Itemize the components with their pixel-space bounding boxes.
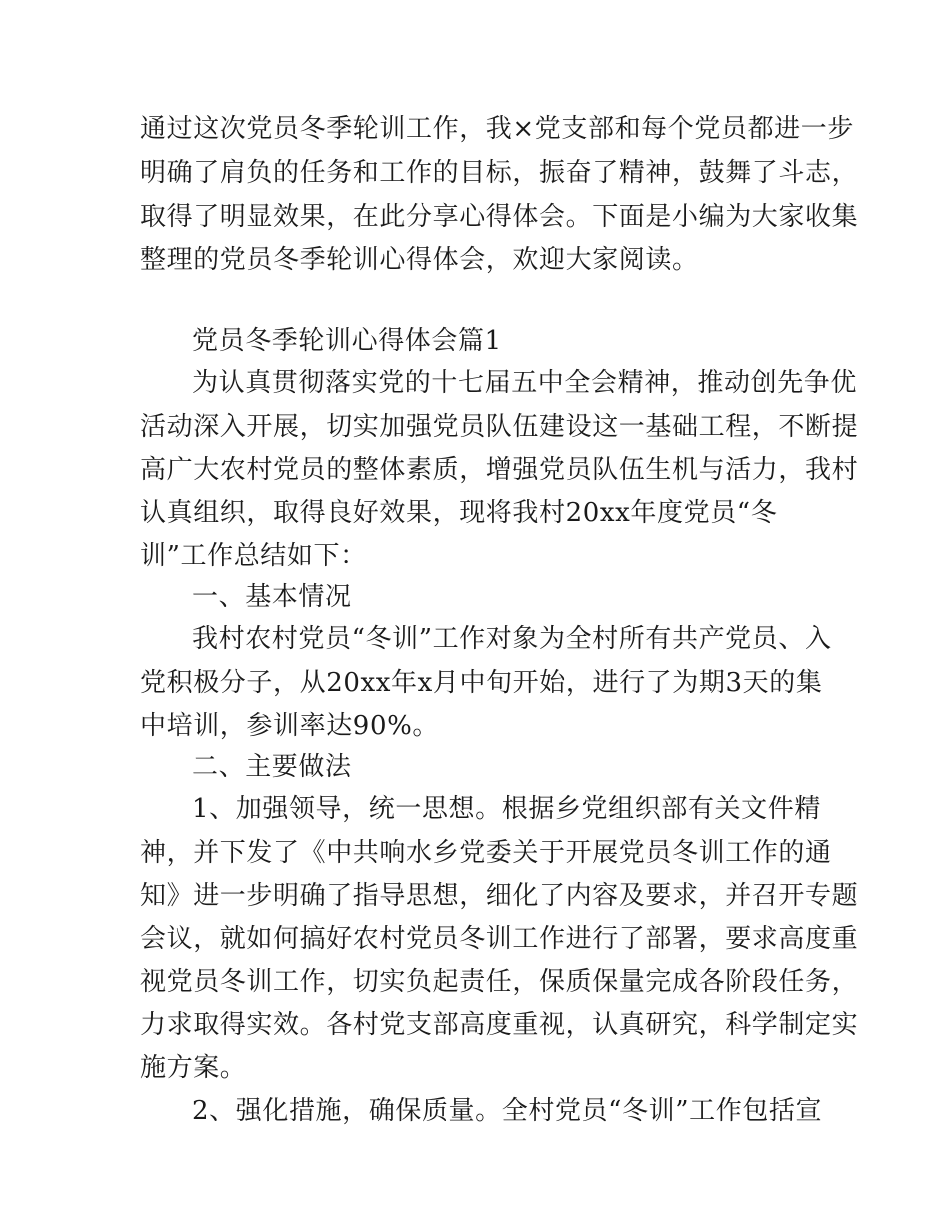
- paragraph-line: 力求取得实效。各村党支部高度重视，认真研究，科学制定实: [140, 1010, 859, 1040]
- paragraph-line: 我村农村党员“冬训”工作对象为全村所有共产党员、入: [192, 624, 832, 654]
- paragraph-line: 为认真贯彻落实党的十七届五中全会精神，推动创先争优: [192, 368, 858, 398]
- paragraph-line: 1、加强领导，统一思想。根据乡党组织部有关文件精: [192, 794, 821, 824]
- section-title: 二、主要做法: [192, 752, 352, 782]
- paragraph-line: 视党员冬训工作，切实负起责任，保质保量完成各阶段任务，: [140, 967, 859, 997]
- paragraph-line: 知》进一步明确了指导思想，细化了内容及要求，并召开专题: [140, 881, 859, 911]
- paragraph-line: 2、强化措施，确保质量。全村党员“冬训”工作包括宣: [192, 1096, 823, 1126]
- paragraph-line: 认真组织，取得良好效果，现将我村20xx年度党员“冬: [140, 498, 778, 528]
- section-title: 一、基本情况: [192, 582, 352, 612]
- intro-line: 整理的党员冬季轮训心得体会，欢迎大家阅读。: [140, 245, 699, 275]
- paragraph-line: 会议，就如何搞好农村党员冬训工作进行了部署，要求高度重: [140, 924, 859, 954]
- paragraph-line: 活动深入开展，切实加强党员队伍建设这一基础工程，不断提: [140, 412, 859, 442]
- paragraph-line: 中培训，参训率达90%。: [140, 711, 439, 741]
- paragraph-line: 党积极分子，从20xx年x月中旬开始，进行了为期3天的集: [140, 668, 823, 698]
- article-heading: 党员冬季轮训心得体会篇1: [192, 326, 502, 356]
- paragraph-line: 神，并下发了《中共响水乡党委关于开展党员冬训工作的通: [140, 838, 832, 868]
- intro-line: 取得了明显效果，在此分享心得体会。下面是小编为大家收集: [140, 202, 859, 232]
- paragraph-line: 训”工作总结如下：: [140, 541, 367, 571]
- paragraph-line: 高广大农村党员的整体素质，增强党员队伍生机与活力，我村: [140, 455, 859, 485]
- paragraph-line: 施方案。: [140, 1053, 247, 1083]
- intro-line: 通过这次党员冬季轮训工作，我×党支部和每个党员都进一步: [140, 114, 854, 144]
- intro-line: 明确了肩负的任务和工作的目标，振奋了精神，鼓舞了斗志，: [140, 158, 859, 188]
